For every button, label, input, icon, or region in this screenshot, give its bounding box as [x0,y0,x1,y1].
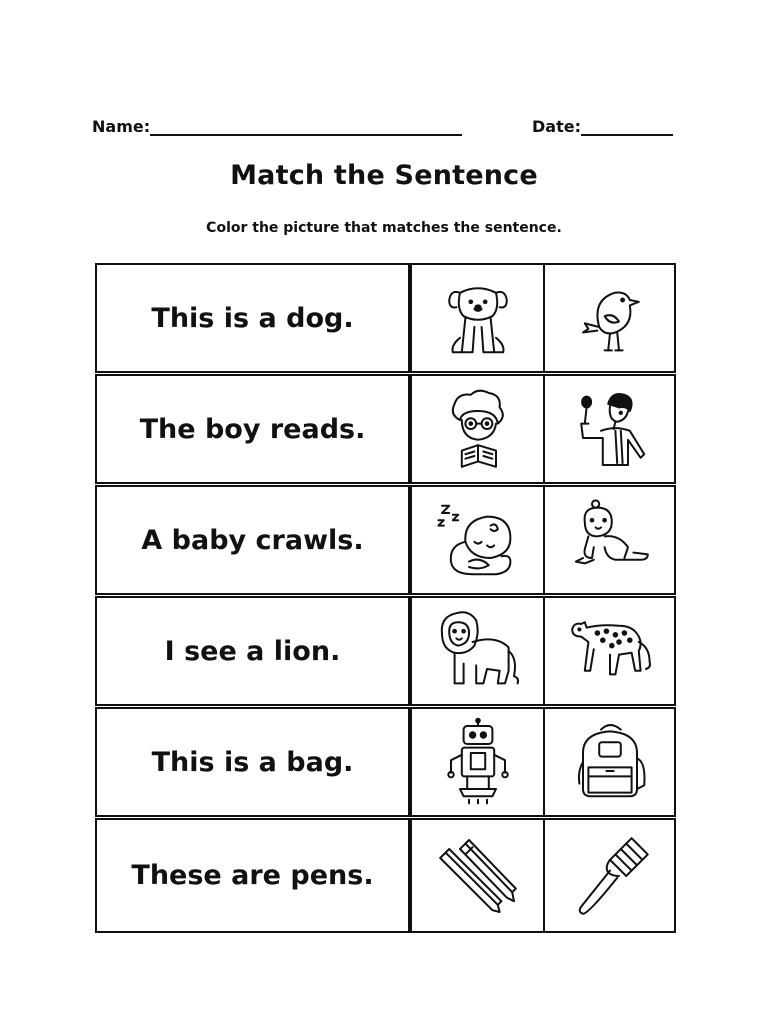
worksheet-title: Match the Sentence [230,160,538,191]
backpack-icon[interactable] [562,717,658,807]
picture-cell-option-a[interactable] [410,707,545,817]
sentence-cell: This is a dog. [95,263,410,373]
paintbrush-icon[interactable] [562,831,658,921]
worksheet-instructions: Color the picture that matches the sentence. [206,220,562,236]
baby-crawling-icon[interactable] [562,495,658,585]
sentence-cell: These are pens. [95,818,410,933]
sentence-cell: This is a bag. [95,707,410,817]
baby-sleeping-icon[interactable] [430,495,526,585]
picture-cell-option-a[interactable] [410,596,545,706]
picture-cell-option-a[interactable] [410,818,545,933]
picture-cell-option-a[interactable] [410,485,545,595]
picture-cell-option-b[interactable] [543,374,676,484]
sentence-cell: I see a lion. [95,596,410,706]
lion-icon[interactable] [430,606,526,696]
picture-cell-option-b[interactable] [543,707,676,817]
picture-cell-option-b[interactable] [543,485,676,595]
robot-icon[interactable] [430,717,526,807]
sentence-cell: The boy reads. [95,374,410,484]
name-label: Name: [92,117,151,136]
dog-icon[interactable] [430,273,526,363]
date-label: Date: [532,117,581,136]
name-field[interactable] [92,116,462,136]
picture-cell-option-b[interactable] [543,818,676,933]
picture-cell-option-a[interactable] [410,263,545,373]
date-field[interactable] [532,116,673,136]
bird-icon[interactable] [562,273,658,363]
picture-cell-option-b[interactable] [543,263,676,373]
picture-cell-option-a[interactable] [410,374,545,484]
pens-icon[interactable] [430,831,526,921]
date-line[interactable] [581,116,673,136]
boy-reading-icon[interactable] [430,384,526,474]
sentence-cell: A baby crawls. [95,485,410,595]
boy-singing-icon[interactable] [562,384,658,474]
name-line[interactable] [150,116,462,136]
cheetah-icon[interactable] [562,606,658,696]
match-grid [95,263,676,933]
picture-cell-option-b[interactable] [543,596,676,706]
